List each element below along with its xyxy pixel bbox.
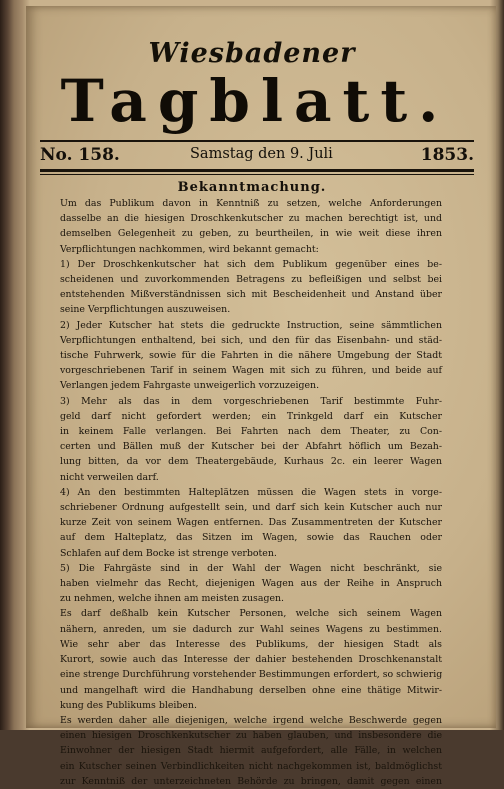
article-line: ein Kutscher seinen Verbindlichkeiten nicht nachgekommen ist, baldmöglichst — [60, 760, 442, 772]
article-body — [60, 196, 442, 789]
article-line: zur Kenntniß der unterzeichneten Behörde zu bringen, damit gegen einen — [60, 775, 442, 787]
article-line: 2) Jeder Kutscher hat stets die gedruckte Instruction, seine sämmtlichen — [60, 319, 442, 331]
article-line: 4) An den bestimmten Halteplätzen müssen die Wagen stets in vorge- — [60, 486, 442, 498]
article-line: Einwohner der hiesigen Stadt hiermit aufgefordert, alle Fälle, in welchen — [60, 745, 442, 757]
dateline — [40, 145, 474, 167]
article-line: zu nehmen, welche ihnen am meisten zusagen. — [60, 593, 285, 605]
article-line: nicht verweilen darf. — [60, 471, 159, 483]
article-line: kurze Zeit von seinem Wagen entfernen. Das Zusammentreten der Kutscher — [60, 517, 442, 529]
masthead-city: Wiesbadener — [148, 38, 356, 69]
article-line: haben vielmehr das Recht, diejenigen Wagen aus der Reihe in Anspruch — [60, 578, 442, 590]
article-line: Um das Publikum davon in Kenntniß zu setzen, welche Anforderungen — [60, 198, 442, 209]
article-line: und mangelhaft wird die Handhabung derselben ohne eine thätige Mitwir- — [60, 684, 442, 696]
article-line: Wie sehr aber das Interesse des Publikums, der hiesigen Stadt als — [60, 638, 442, 650]
article-line: Es darf deßhalb kein Kutscher Personen, welche sich seinem Wagen — [60, 608, 442, 620]
article-line: 5) Die Fahrgäste sind in der Wahl der Wagen nicht beschränkt, sie — [60, 562, 442, 574]
article-line: kung des Publikums bleiben. — [60, 699, 197, 711]
article-line: Es werden daher alle diejenigen, welche irgend welche Beschwerde gegen — [60, 714, 442, 726]
masthead-title: Tagblatt. — [60, 67, 450, 135]
article-line: entstehenden Mißverständnissen sich mit Bescheidenheit und Anstand über — [60, 289, 442, 301]
article-line: demselben Gelegenheit zu geben, zu beurtheilen, in wie weit diese ihren — [60, 228, 442, 240]
article-line: scheidenen und zuvorkommenden Betragens zu befleißigen und selbst bei — [60, 274, 442, 286]
issue-number: No. 158. — [40, 145, 120, 165]
article-line: auf dem Halteplatz, das Sitzen im Wagen, sowie das Rauchen oder — [60, 532, 442, 544]
article-line: Kurort, sowie auch das Interesse der dahier bestehenden Droschkenanstalt — [60, 654, 442, 666]
article-line: nähern, anreden, um sie dadurch zur Wahl seines Wagens zu bestimmen. — [60, 623, 442, 635]
issue-date: Samstag den 9. Juli — [190, 146, 333, 162]
article-line: certen und Bällen muß der Kutscher bei der Abfahrt höflich um Bezah- — [60, 441, 442, 453]
article-line: vorgeschriebenen Tarif in seinem Wagen mit sich zu führen, und beide auf — [60, 365, 442, 377]
article-line: schriebener Ordnung aufgestellt sein, und darf sich kein Kutscher auch nur — [60, 502, 442, 514]
article-line: tische Fuhrwerk, sowie für die Fahrten in die nähere Umgebung der Stadt — [60, 350, 442, 362]
article-line: lung bitten, da vor dem Theatergebäude, Kurhaus 2c. ein leerer Wagen — [60, 456, 442, 468]
masthead-rule — [40, 140, 474, 142]
article-line: Verpflichtungen nachkommen, wird bekannt gemacht: — [60, 243, 319, 255]
article-heading: Bekanntmachung. — [177, 180, 327, 195]
issue-year: 1853. — [420, 145, 474, 165]
article-line: dasselbe an die hiesigen Droschkenkutscher zu machen berechtigt ist, und — [60, 213, 442, 225]
article-line: in keinem Falle verlangen. Bei Fahrten nach dem Theater, zu Con- — [60, 426, 442, 438]
article-line: geld darf nicht gefordert werden; ein Trinkgeld darf ein Kutscher — [60, 410, 442, 422]
dateline-rule-thin — [40, 174, 474, 175]
article-line: Schlafen auf dem Bocke ist strenge verboten. — [60, 547, 277, 559]
dateline-rule — [40, 169, 474, 172]
article-line: Verlangen jedem Fahrgaste unweigerlich vorzuzeigen. — [60, 380, 320, 392]
article-line: 3) Mehr als das in dem vorgeschriebenen Tarif bestimmte Fuhr- — [60, 395, 442, 407]
article-line: 1) Der Droschkenkutscher hat sich dem Publikum gegenüber eines be- — [60, 258, 442, 270]
article-line: einen hiesigen Droschkenkutscher zu haben glauben, und insbesondere die — [60, 730, 442, 742]
article-line: Verpflichtungen enthaltend, bei sich, und den für das Eisenbahn- und städ- — [60, 334, 442, 346]
article-line: eine strenge Durchführung vorstehender Bestimmungen erfordert, so schwierig — [60, 669, 443, 681]
article-line: seine Verpflichtungen auszuweisen. — [60, 304, 231, 316]
